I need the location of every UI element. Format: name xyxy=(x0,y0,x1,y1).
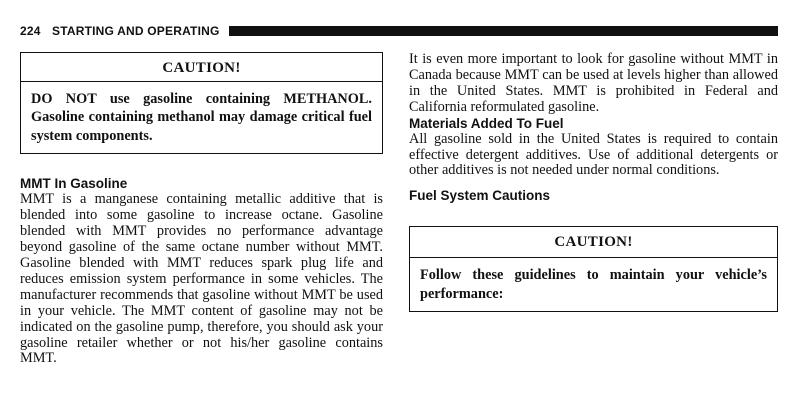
caution-body: Follow these guidelines to maintain your vehicle’s performance: xyxy=(420,267,767,302)
caution-title: CAUTION! xyxy=(410,227,777,258)
page-header xyxy=(20,24,778,40)
canada-paragraph: It is even more important to look for gasoline without MMT in Canada because MMT can be used at levels higher than allowed in the United States. MMT is prohibited in Federal and California reformulated gasoline. xyxy=(409,51,778,115)
mmt-paragraph: MMT is a manganese containing metallic additive that is blended into some gasoline to increase octane. Gasoline blended with MMT provides no performance advantage beyond gasoline of the same octane number without MMT. Gasoline blended with MMT reduces spark plug life and reduces emission system performance in some vehicles. The manufacturer recommends that gasoline without MMT be used in your vehicle. The MMT content of gasoline may not be indicated on the gasoline pump, therefore, you should ask your gasoline retailer whether or not his/her gasoline contains MMT. xyxy=(20,191,383,367)
left-column xyxy=(20,52,383,367)
fuel-cautions-heading: Fuel System Cautions xyxy=(409,188,551,204)
materials-paragraph: All gasoline sold in the United States is required to contain effective detergent additives. Use of additional detergents or other additives is not needed under normal conditions. xyxy=(409,130,778,179)
right-column xyxy=(409,52,778,312)
methanol-caution-box xyxy=(20,52,383,154)
section-title: STARTING AND OPERATING xyxy=(52,24,220,38)
page-number: 224 xyxy=(20,24,41,38)
header-rule xyxy=(229,26,778,36)
caution-body: DO NOT use gasoline containing METHANOL. Gasoline containing methanol may damage critical fuel system components. xyxy=(31,90,372,144)
mmt-heading: MMT In Gasoline xyxy=(20,176,128,192)
caution-title: CAUTION! xyxy=(21,53,382,82)
materials-heading: Materials Added To Fuel xyxy=(409,115,564,131)
fuel-system-caution-box xyxy=(409,226,778,312)
